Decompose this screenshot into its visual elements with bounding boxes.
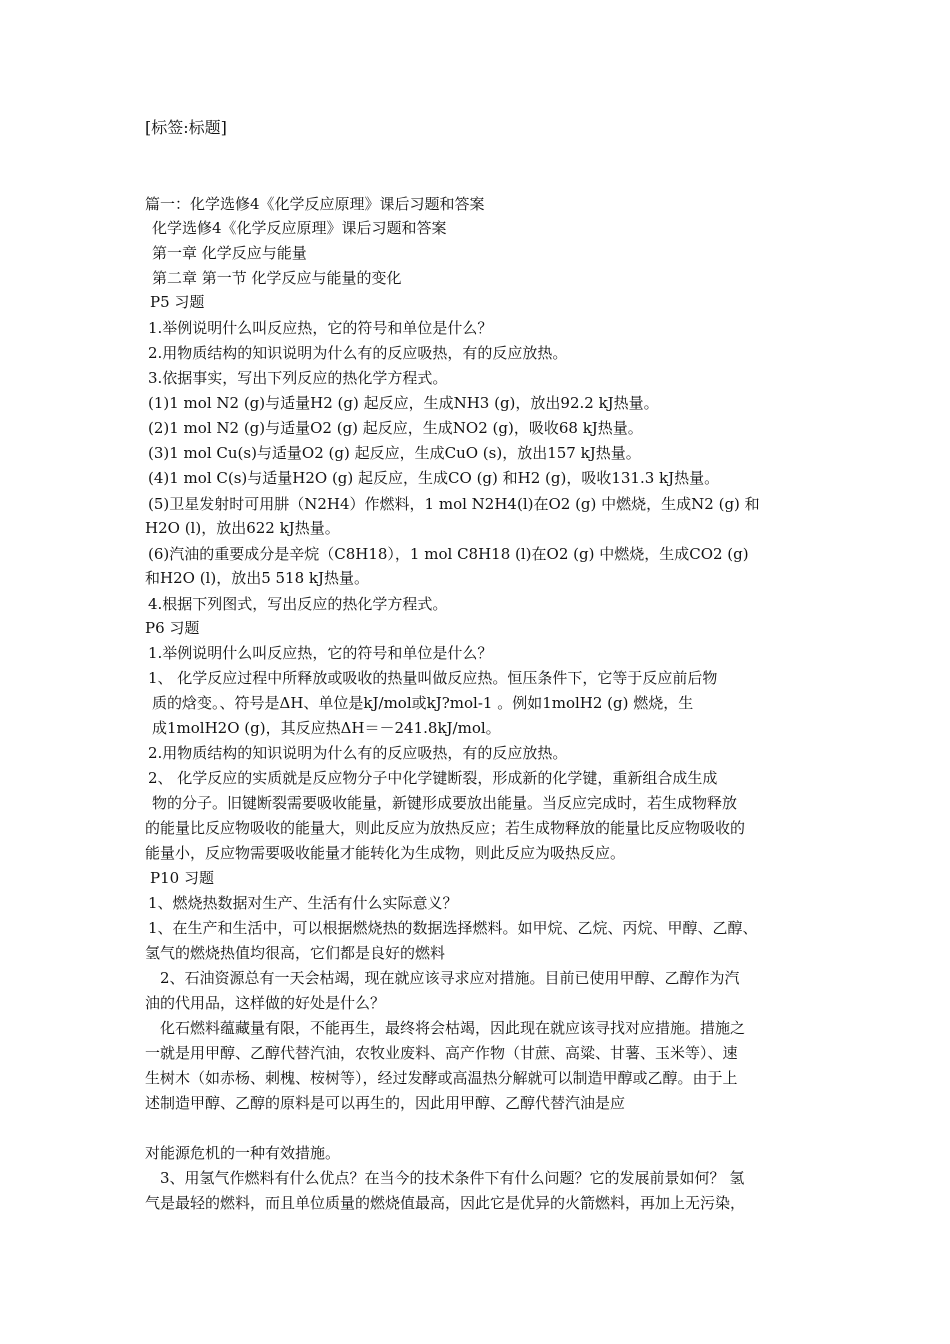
doc-line: 第一章 化学反应与能量 bbox=[152, 244, 307, 262]
doc-line: 的能量比反应物吸收的能量大，则此反应为放热反应；若生成物释放的能量比反应物吸收的 bbox=[145, 819, 746, 837]
doc-line: 化学选修4《化学反应原理》课后习题和答案 bbox=[152, 219, 447, 237]
doc-line: 气是最轻的燃料，而且单位质量的燃烧值最高，因此它是优异的火箭燃料，再加上无污染， bbox=[145, 1194, 746, 1212]
doc-line: 成1molH2O (g)，其反应热ΔH＝－241.8kJ/mol。 bbox=[152, 719, 501, 737]
doc-line: 氢气的燃烧热值均很高，它们都是良好的燃料 bbox=[145, 944, 446, 962]
tag-header: [标签:标题] bbox=[145, 118, 227, 137]
doc-line: 一就是用甲醇、乙醇代替汽油，农牧业废料、高产作物（甘蔗、高粱、甘薯、玉米等）、速 bbox=[145, 1044, 738, 1062]
doc-line: 1、在生产和生活中，可以根据燃烧热的数据选择燃料。如甲烷、乙烷、丙烷、甲醇、乙醇、 bbox=[148, 919, 758, 937]
doc-line: (2)1 mol N2 (g)与适量O2 (g) 起反应，生成NO2 (g)，吸收68 kJ热量。 bbox=[148, 419, 643, 437]
doc-line: 1.举例说明什么叫反应热，它的符号和单位是什么？ bbox=[148, 319, 493, 337]
doc-line: (5)卫星发射时可用肼（N2H4）作燃料，1 mol N2H4(l)在O2 (g) 中燃烧，生成N2 (g) 和 bbox=[148, 495, 760, 513]
doc-line: 2、 化学反应的实质就是反应物分子中化学键断裂，形成新的化学键，重新组合成生成 bbox=[148, 769, 718, 787]
doc-line: 篇一：化学选修4《化学反应原理》课后习题和答案 bbox=[145, 195, 485, 213]
doc-line: 1、 化学反应过程中所释放或吸收的热量叫做反应热。恒压条件下，它等于反应前后物 bbox=[148, 669, 718, 687]
doc-line: (4)1 mol C(s)与适量H2O (g) 起反应，生成CO (g) 和H2 (g)，吸收131.3 kJ热量。 bbox=[148, 469, 720, 487]
doc-line: 2、石油资源总有一天会枯竭，现在就应该寻求应对措施。目前已使用甲醇、乙醇作为汽 bbox=[160, 969, 740, 987]
doc-line: 质的焓变。、符号是ΔH、单位是kJ/mol或kJ?mol-1 。例如1molH2 (g) 燃烧，生 bbox=[152, 694, 694, 712]
doc-line: 化石燃料蕴藏量有限，不能再生，最终将会枯竭，因此现在就应该寻找对应措施。措施之 bbox=[160, 1019, 746, 1037]
doc-line: 和H2O (l)，放出5 518 kJ热量。 bbox=[145, 569, 370, 587]
doc-line: 4.根据下列图式，写出反应的热化学方程式。 bbox=[148, 595, 448, 613]
doc-line: 1、燃烧热数据对生产、生活有什么实际意义？ bbox=[148, 894, 458, 912]
doc-line: H2O (l)，放出622 kJ热量。 bbox=[145, 519, 340, 537]
doc-line: 物的分子。旧键断裂需要吸收能量，新键形成要放出能量。当反应完成时，若生成物释放 bbox=[152, 794, 738, 812]
doc-line: 油的代用品，这样做的好处是什么？ bbox=[145, 994, 386, 1012]
doc-line: (3)1 mol Cu(s)与适量O2 (g) 起反应，生成CuO (s)，放出157 kJ热量。 bbox=[148, 444, 641, 462]
doc-line: P5 习题 bbox=[150, 293, 205, 311]
doc-line: 述制造甲醇、乙醇的原料是可以再生的，因此用甲醇、乙醇代替汽油是应 bbox=[145, 1094, 626, 1112]
doc-line: 2.用物质结构的知识说明为什么有的反应吸热，有的反应放热。 bbox=[148, 344, 568, 362]
doc-line: 2.用物质结构的知识说明为什么有的反应吸热，有的反应放热。 bbox=[148, 744, 568, 762]
doc-line: P10 习题 bbox=[150, 869, 214, 887]
doc-line: 生树木（如赤杨、刺槐、桉树等），经过发酵或高温热分解就可以制造甲醇或乙醇。由于上 bbox=[145, 1069, 738, 1087]
doc-line: 第二章 第一节 化学反应与能量的变化 bbox=[152, 269, 402, 287]
doc-line: 3.依据事实，写出下列反应的热化学方程式。 bbox=[148, 369, 448, 387]
doc-line: P6 习题 bbox=[145, 619, 200, 637]
doc-line: (6)汽油的重要成分是辛烷（C8H18），1 mol C8H18 (l)在O2 (g) 中燃烧，生成CO2 (g) bbox=[148, 545, 749, 563]
doc-line: 3、用氢气作燃料有什么优点？在当今的技术条件下有什么问题？它的发展前景如何？ 氢 bbox=[160, 1169, 745, 1187]
doc-line: 能量小，反应物需要吸收能量才能转化为生成物，则此反应为吸热反应。 bbox=[145, 844, 626, 862]
doc-line: 1.举例说明什么叫反应热，它的符号和单位是什么？ bbox=[148, 644, 493, 662]
doc-line: (1)1 mol N2 (g)与适量H2 (g) 起反应，生成NH3 (g)，放出92.2 kJ热量。 bbox=[148, 394, 659, 412]
doc-line: 对能源危机的一种有效措施。 bbox=[145, 1144, 341, 1162]
